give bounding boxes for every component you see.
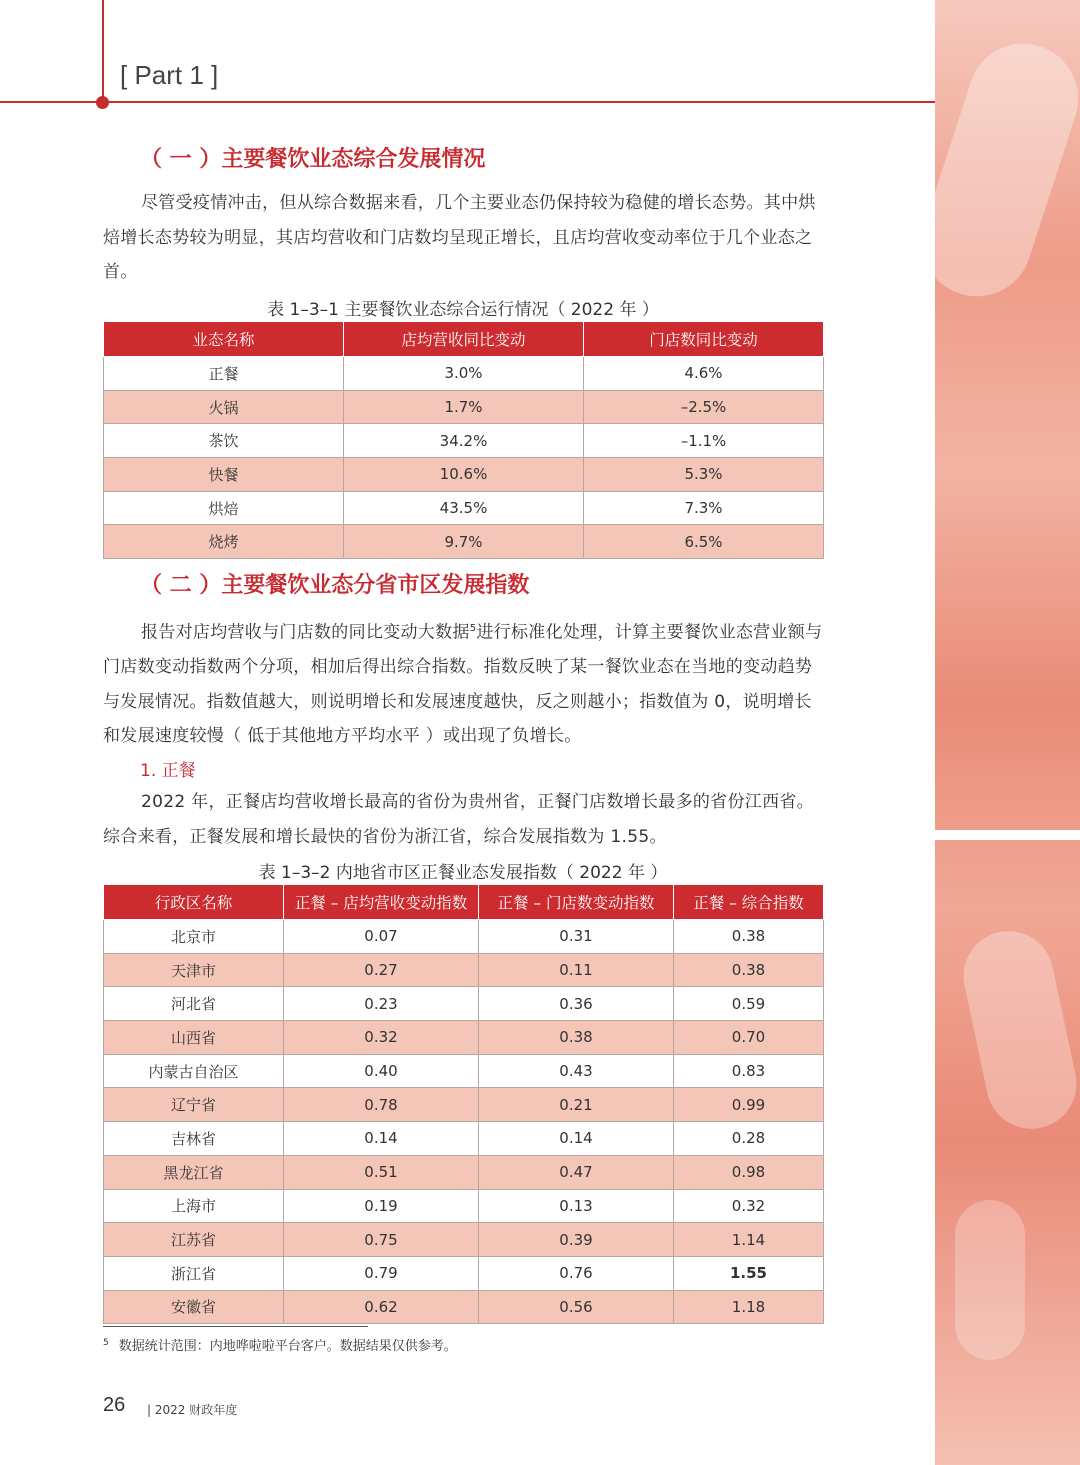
table-cell: 0.78 (284, 1088, 479, 1122)
table-cell: 0.36 (479, 987, 674, 1021)
table-cell: 0.56 (479, 1290, 674, 1324)
section2-paragraph-a: 报告对店均营收与门店数的同比变动大数据 (141, 622, 470, 643)
side-photo-strip (935, 0, 1080, 1465)
table-cell: 天津市 (104, 953, 284, 987)
table1 (103, 321, 824, 559)
table2-header: 正餐 – 店均营收变动指数 (284, 885, 479, 920)
table-cell: 0.21 (479, 1088, 674, 1122)
table-cell: 河北省 (104, 987, 284, 1021)
table-cell: 0.14 (479, 1122, 674, 1156)
table-cell: 1.55 (674, 1256, 824, 1290)
table-cell: 0.62 (284, 1290, 479, 1324)
table-cell: 1.18 (674, 1290, 824, 1324)
table-cell: 0.98 (674, 1155, 824, 1189)
footnote (103, 1335, 457, 1354)
table-row (104, 390, 824, 424)
table-cell: 1.14 (674, 1223, 824, 1257)
table-cell: 0.83 (674, 1054, 824, 1088)
table-cell: 0.32 (674, 1189, 824, 1223)
table-row (104, 1088, 824, 1122)
table2-header: 正餐 – 门店数变动指数 (479, 885, 674, 920)
table-cell: 火锅 (104, 390, 344, 424)
table-cell: 0.47 (479, 1155, 674, 1189)
table-cell: 内蒙古自治区 (104, 1054, 284, 1088)
table-cell: 0.59 (674, 987, 824, 1021)
table-cell: 吉林省 (104, 1122, 284, 1156)
table-row (104, 1021, 824, 1055)
table-cell: 0.31 (479, 920, 674, 954)
table-row (104, 987, 824, 1021)
table-cell: 0.38 (674, 920, 824, 954)
table1-header: 门店数同比变动 (584, 322, 824, 357)
table-cell: 0.99 (674, 1088, 824, 1122)
table1-header: 店均营收同比变动 (344, 322, 584, 357)
table-row (104, 953, 824, 987)
table-cell: 0.75 (284, 1223, 479, 1257)
header-horizontal-rule (0, 101, 935, 103)
table1-caption: 表 1–3–1 主要餐饮业态综合运行情况（ 2022 年 ） (267, 300, 659, 320)
table-cell: 上海市 (104, 1189, 284, 1223)
table-cell: 正餐 (104, 357, 344, 391)
footnote-ref: 5 (469, 623, 477, 634)
footnote-rule (103, 1326, 368, 1327)
table-cell: 0.38 (479, 1021, 674, 1055)
table-cell: 安徽省 (104, 1290, 284, 1324)
table-cell: 0.79 (284, 1256, 479, 1290)
table2-caption: 表 1–3–2 内地省市区正餐业态发展指数（ 2022 年 ） (258, 863, 668, 883)
section1-title: （ 一 ）主要餐饮业态综合发展情况 (140, 147, 486, 172)
table-cell: 4.6% (584, 357, 824, 391)
header-dot (96, 96, 109, 109)
section2-paragraph-b: 进行标准化处理，计算主要餐饮业态营业额与门店数变动指数两个分项，相加后得出综合指数。指数反映了某一餐饮业态在当地的变动趋势与发展情况。指数值越大，则说明增长和发展速度越快，反之则越小；指数值为 0，说明增长和发展速度较慢（ 低于其他地方平均水平 ）或出现了负增长。 (103, 622, 823, 747)
footnote-number: 5 (103, 1337, 109, 1348)
section1-paragraph: 尽管受疫情冲击，但从综合数据来看，几个主要业态仍保持较为稳健的增长态势。其中烘焙增长态势较为明显，其店均营收和门店数均呈现正增长，且店均营收变动率位于几个业态之首。 (103, 193, 816, 282)
table-row (104, 1290, 824, 1324)
table-cell: 34.2% (344, 424, 584, 458)
table-cell: 0.28 (674, 1122, 824, 1156)
table-cell: 0.13 (479, 1189, 674, 1223)
table-cell: 3.0% (344, 357, 584, 391)
table-cell: 山西省 (104, 1021, 284, 1055)
table-row (104, 1223, 824, 1257)
table-cell: 0.14 (284, 1122, 479, 1156)
table-cell: 10.6% (344, 458, 584, 492)
table-cell: 43.5% (344, 491, 584, 525)
section2-paragraph (103, 612, 823, 754)
table-cell: 0.11 (479, 953, 674, 987)
table-cell: 茶饮 (104, 424, 344, 458)
page-label: | 2022 财政年度 (147, 1403, 238, 1417)
table-cell: 0.32 (284, 1021, 479, 1055)
table-cell: 黑龙江省 (104, 1155, 284, 1189)
table-row (104, 424, 824, 458)
header-vertical-rule (102, 0, 104, 102)
table-cell: 北京市 (104, 920, 284, 954)
section2-paragraph2: 2022 年，正餐店均营收增长最高的省份为贵州省，正餐门店数增长最多的省份江西省。综合来看，正餐发展和增长最快的省份为浙江省，综合发展指数为 1.55。 (103, 792, 814, 847)
table-row (104, 1155, 824, 1189)
table-cell: 辽宁省 (104, 1088, 284, 1122)
table-cell: –1.1% (584, 424, 824, 458)
table-row (104, 357, 824, 391)
table-cell: –2.5% (584, 390, 824, 424)
table-cell: 0.51 (284, 1155, 479, 1189)
table-cell: 1.7% (344, 390, 584, 424)
table-row (104, 1122, 824, 1156)
table2-header: 正餐 – 综合指数 (674, 885, 824, 920)
table-cell: 0.39 (479, 1223, 674, 1257)
table-cell: 6.5% (584, 525, 824, 559)
table-cell: 0.43 (479, 1054, 674, 1088)
table-cell: 0.40 (284, 1054, 479, 1088)
table-row (104, 458, 824, 492)
table-row (104, 1189, 824, 1223)
table-cell: 烧烤 (104, 525, 344, 559)
table-cell: 5.3% (584, 458, 824, 492)
table2 (103, 884, 824, 1324)
table-cell: 0.76 (479, 1256, 674, 1290)
section2-title: （ 二 ）主要餐饮业态分省市区发展指数 (140, 573, 530, 598)
table-cell: 0.23 (284, 987, 479, 1021)
table1-header: 业态名称 (104, 322, 344, 357)
table-cell: 烘焙 (104, 491, 344, 525)
table-cell: 0.70 (674, 1021, 824, 1055)
table-cell: 0.19 (284, 1189, 479, 1223)
table-cell: 7.3% (584, 491, 824, 525)
table-row (104, 525, 824, 559)
table-cell: 0.38 (674, 953, 824, 987)
table-cell: 浙江省 (104, 1256, 284, 1290)
table-cell: 9.7% (344, 525, 584, 559)
table-cell: 江苏省 (104, 1223, 284, 1257)
table-cell: 0.07 (284, 920, 479, 954)
table-row (104, 1054, 824, 1088)
table-cell: 快餐 (104, 458, 344, 492)
page-number: 26 (103, 1394, 126, 1416)
table-cell: 0.27 (284, 953, 479, 987)
footnote-text: 数据统计范围：内地哗啦啦平台客户。数据结果仅供参考。 (118, 1339, 457, 1354)
subheading-zhengcan: 1. 正餐 (140, 761, 196, 781)
part-label: [ Part 1 ] (120, 60, 219, 90)
table-row (104, 920, 824, 954)
table-row (104, 1256, 824, 1290)
table-row (104, 491, 824, 525)
table2-header: 行政区名称 (104, 885, 284, 920)
